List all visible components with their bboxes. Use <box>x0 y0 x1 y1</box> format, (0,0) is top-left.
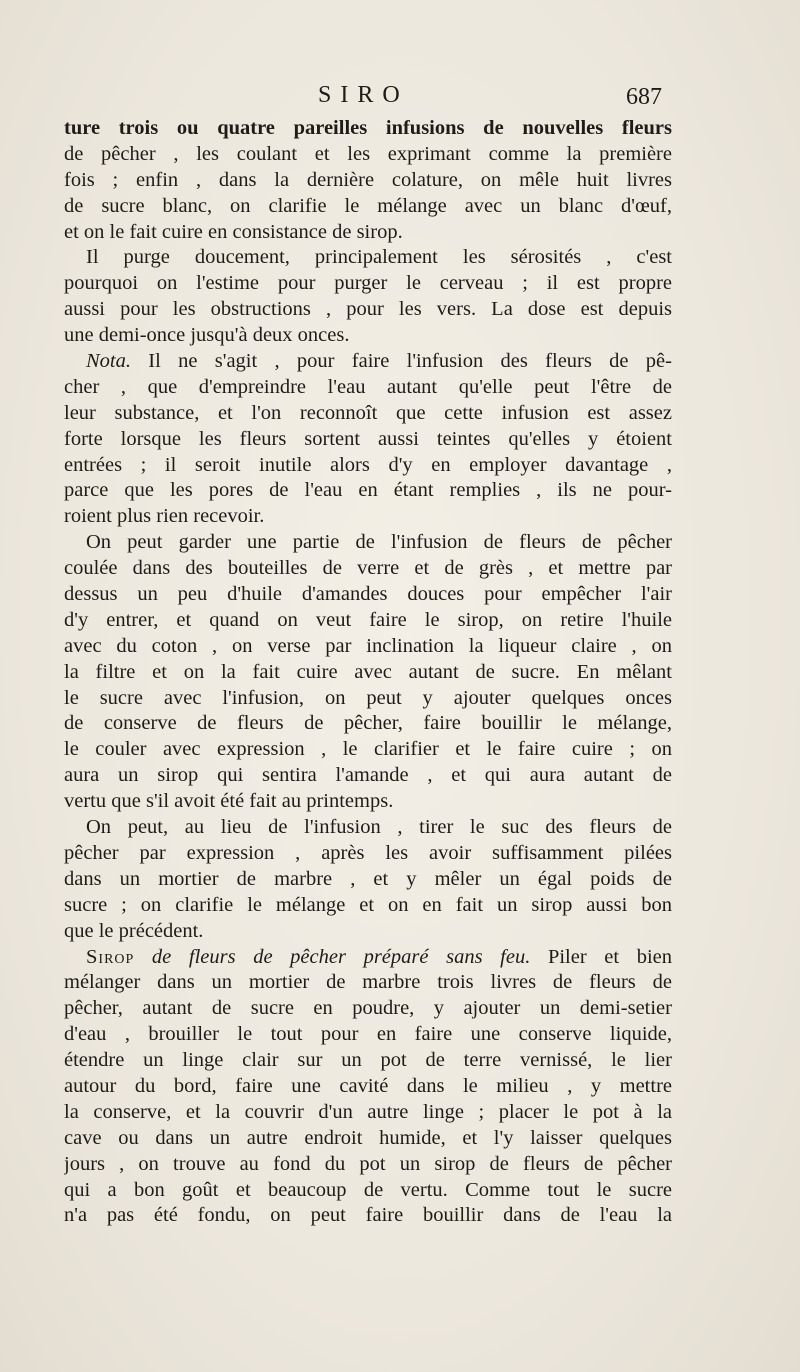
recipe-line-text: Piler et bien <box>530 945 672 968</box>
text-line: forte lorsque les fleurs sortent aussi teintes qu'elles y étoient <box>64 427 672 450</box>
text-line: d'y entrer, et quand on veut faire le sirop, on retire l'huile <box>64 608 672 631</box>
text-line: ture trois ou quatre pareilles infusions de nouvelles fleurs <box>64 117 672 139</box>
text-line: On peut, au lieu de l'infusion , tirer le suc des fleurs de <box>86 816 672 839</box>
text-line: le couler avec expression , le clarifier et le faire cuire ; on <box>64 738 672 761</box>
text-line: On peut garder une partie de l'infusion de fleurs de pêcher <box>86 531 672 554</box>
text-line: mélanger dans un mortier de marbre trois livres de fleurs de <box>64 971 672 994</box>
text-line: et on le fait cuire en consistance de sirop. <box>64 220 403 243</box>
text-body <box>64 116 672 1229</box>
text-line: de sucre blanc, on clarifie le mélange avec un blanc d'œuf, <box>64 194 672 217</box>
text-line: une demi-once jusqu'à deux onces. <box>64 324 350 347</box>
text-line: pêcher, autant de sucre en poudre, y ajouter un demi-setier <box>64 997 672 1020</box>
text-line: dessus un peu d'huile d'amandes douces pour empêcher l'air <box>64 583 672 606</box>
paragraph <box>64 815 672 944</box>
recipe-label: Sirop <box>86 945 135 968</box>
text-line: étendre un linge clair sur un pot de terre vernissé, le lier <box>64 1049 672 1072</box>
text-line: la conserve, et la couvrir d'un autre linge ; placer le pot à la <box>64 1100 672 1123</box>
text-line: le sucre avec l'infusion, on peut y ajouter quelques onces <box>64 686 672 709</box>
text-line: cave ou dans un autre endroit humide, et l'y laisser quelques <box>64 1126 672 1149</box>
text-line: avec du coton , on verse par inclination la liqueur claire , on <box>64 634 672 657</box>
paragraph <box>64 116 672 245</box>
text-line: leur substance, et l'on reconnoît que cette infusion est assez <box>64 401 672 424</box>
text-line: entrées ; il seroit inutile alors d'y en employer davantage , <box>64 453 672 476</box>
page-number: 687 <box>626 84 662 110</box>
text-line: autour du bord, faire une cavité dans le milieu , y mettre <box>64 1074 672 1097</box>
running-head <box>0 78 800 114</box>
text-line: Il purge doucement, principalement les sérosités , c'est <box>86 246 672 269</box>
paragraph <box>64 245 672 349</box>
text-line: parce que les pores de l'eau en étant remplies , ils ne pour- <box>64 479 672 502</box>
text-line: sucre ; on clarifie le mélange et on en fait un sirop aussi bon <box>64 893 672 916</box>
recipe-paragraph <box>64 945 672 1230</box>
recipe-title: de fleurs de pêcher préparé sans feu. <box>134 945 531 968</box>
text-line: la filtre et on la fait cuire avec autant de sucre. En mêlant <box>64 660 672 683</box>
text-line: vertu que s'il avoit été fait au printemps. <box>64 790 394 813</box>
text-line: coulée dans des bouteilles de verre et de grès , et mettre par <box>64 557 672 580</box>
text-line: que le précédent. <box>64 919 204 942</box>
nota-paragraph <box>64 349 672 530</box>
nota-label: Nota. <box>86 350 131 373</box>
text-line: aussi pour les obstructions , pour les vers. La dose est depuis <box>64 298 672 321</box>
text-line <box>64 945 672 971</box>
text-line: n'a pas été fondu, on peut faire bouillir dans de l'eau la <box>64 1204 672 1227</box>
running-head-title: SIRO <box>318 82 409 108</box>
text-line: d'eau , brouiller le tout pour en faire une conserve liquide, <box>64 1023 672 1046</box>
text-line: jours , on trouve au fond du pot un sirop de fleurs de pêcher <box>64 1152 672 1175</box>
text-line: pourquoi on l'estime pour purger le cerveau ; il est propre <box>64 272 672 295</box>
text-line: de conserve de fleurs de pêcher, faire bouillir le mélange, <box>64 712 672 735</box>
text-line <box>64 349 672 375</box>
text-line: roient plus rien recevoir. <box>64 505 265 528</box>
text-line: de pêcher , les coulant et les exprimant comme la première <box>64 142 672 165</box>
text-line: aura un sirop qui sentira l'amande , et qui aura autant de <box>64 764 672 787</box>
paragraph <box>64 530 672 815</box>
text-line: qui a bon goût et beaucoup de vertu. Comme tout le sucre <box>64 1178 672 1201</box>
text-line: cher , que d'empreindre l'eau autant qu'elle peut l'être de <box>64 375 672 398</box>
nota-line-text: Il ne s'agit , pour faire l'infusion des fleurs de pê- <box>131 350 672 373</box>
text-line: dans un mortier de marbre , et y mêler un égal poids de <box>64 867 672 890</box>
text-line: pêcher par expression , après les avoir suffisamment pilées <box>64 841 672 864</box>
text-line: fois ; enfin , dans la dernière colature, on mêle huit livres <box>64 168 672 191</box>
